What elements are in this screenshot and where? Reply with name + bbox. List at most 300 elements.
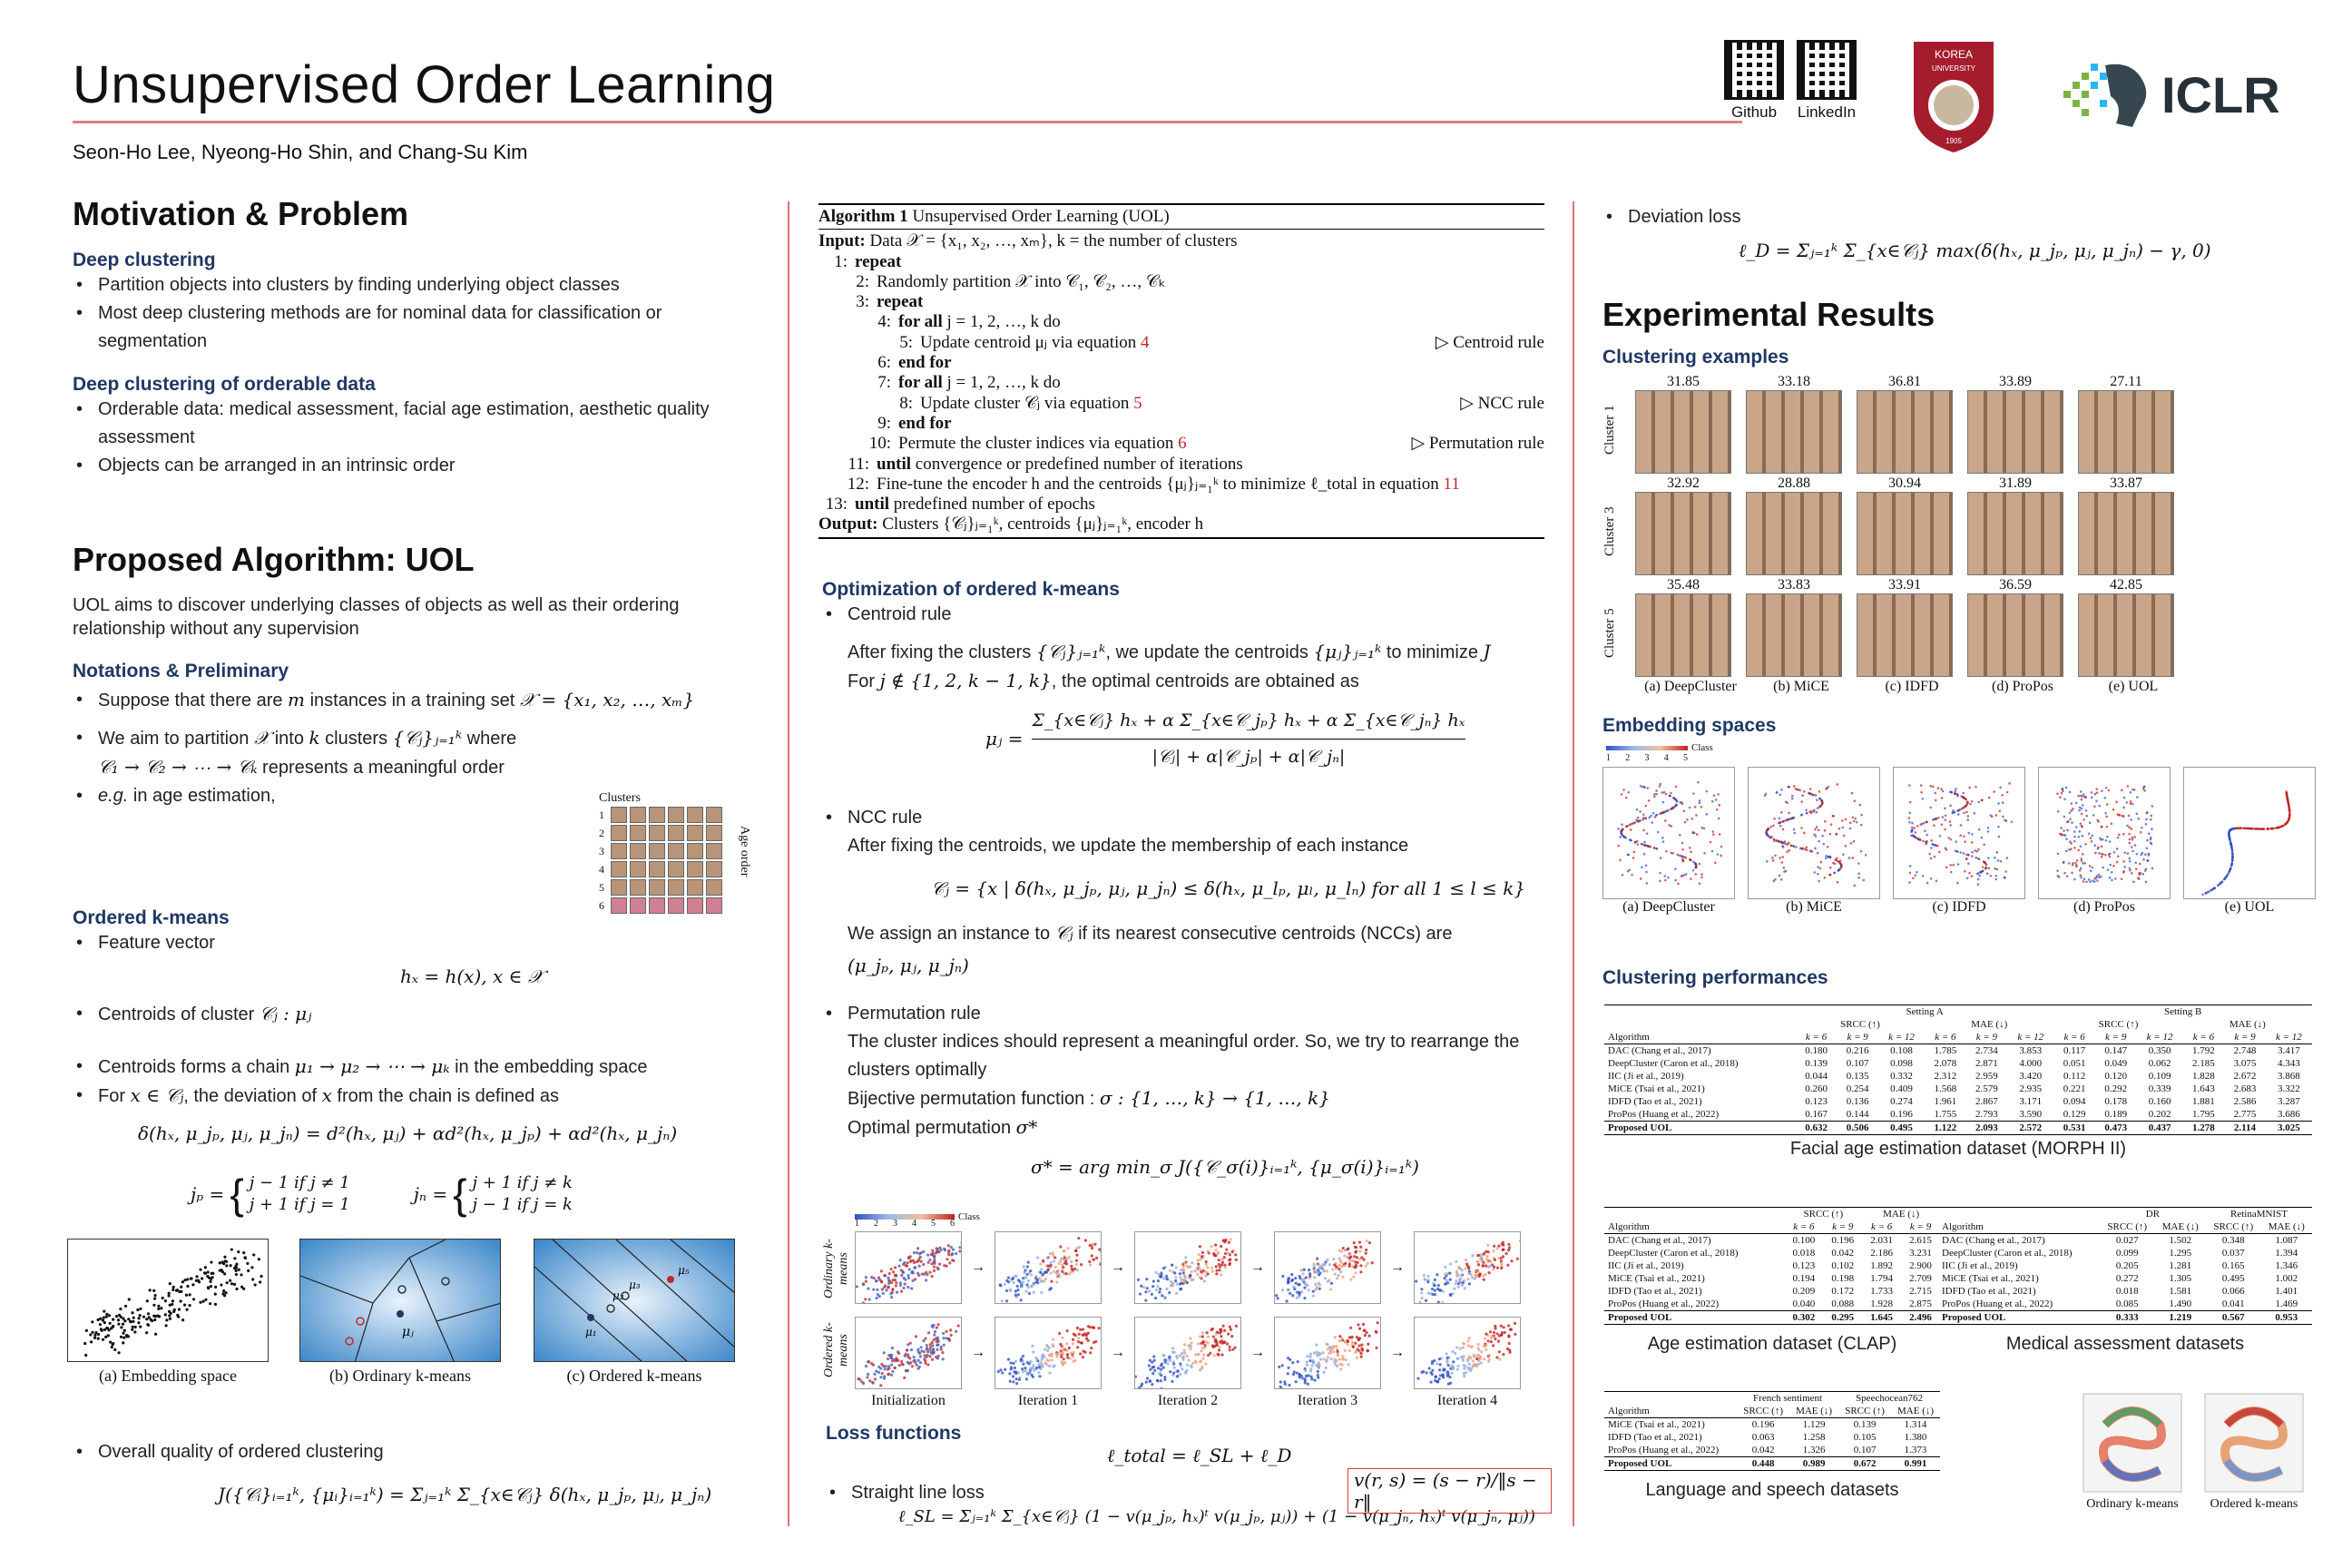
embedding-plot xyxy=(1748,767,1880,899)
iteration-point xyxy=(1312,1295,1315,1298)
iteration-point xyxy=(1510,1259,1513,1262)
iteration-point xyxy=(1308,1359,1311,1362)
embedding-point xyxy=(1908,812,1911,815)
iteration-point xyxy=(1071,1268,1073,1270)
face-thumb xyxy=(668,879,684,896)
embedding-point xyxy=(2117,855,2120,858)
example-row xyxy=(1602,577,2301,677)
embedding-point xyxy=(1929,807,1932,809)
embedding-point xyxy=(2276,827,2278,829)
embedding-point xyxy=(2288,816,2291,818)
example-rows xyxy=(1602,374,2301,677)
iteration-point xyxy=(1215,1269,1218,1272)
embedding-point xyxy=(2091,835,2093,838)
cluster-row-label: Cluster 5 xyxy=(1602,608,1617,659)
iteration-point xyxy=(1160,1379,1162,1382)
embedding-point xyxy=(1849,821,1852,824)
embedding-point xyxy=(2271,828,2274,830)
iteration-point xyxy=(1467,1344,1470,1347)
iteration-point xyxy=(1226,1343,1229,1346)
sample-point xyxy=(260,1275,262,1278)
section-experimental-title: Experimental Results xyxy=(1602,296,1936,333)
sample-point xyxy=(221,1260,224,1263)
embedding-point xyxy=(1812,794,1815,797)
iteration-point xyxy=(1338,1264,1341,1267)
mean-age-value: 31.85 xyxy=(1667,374,1700,389)
notations-heading: Notations & Preliminary xyxy=(73,661,289,681)
sample-point xyxy=(172,1289,174,1291)
embedding-point xyxy=(1786,819,1788,822)
iteration-point xyxy=(1148,1364,1151,1367)
ncc-text: After fixing the centroids, we update the membership of each instance xyxy=(848,836,1409,856)
sample-point xyxy=(153,1318,156,1321)
iteration-point xyxy=(931,1250,934,1252)
iteration-point xyxy=(925,1279,927,1281)
embedding-point xyxy=(2069,818,2072,820)
embedding-point xyxy=(2122,860,2125,863)
iteration-point xyxy=(1456,1368,1459,1371)
embedding-point xyxy=(1950,871,1953,874)
embedding-point xyxy=(2091,867,2093,869)
face-thumb xyxy=(649,861,665,877)
iteration-point xyxy=(1070,1265,1073,1268)
cluster-row-label: Cluster 3 xyxy=(1602,506,1617,557)
table-row-uol: Proposed UOL 0.333 1.219 0.567 0.953 xyxy=(1938,1311,2312,1325)
iteration-point xyxy=(1301,1272,1304,1275)
embedding-point xyxy=(1998,809,2001,812)
iteration-point xyxy=(1215,1249,1218,1251)
arrow-right-icon: → xyxy=(1390,1345,1405,1360)
embedding-point xyxy=(1965,811,1968,814)
iteration-point xyxy=(1146,1377,1149,1379)
embedding-point xyxy=(2080,790,2082,793)
embedding-point xyxy=(1699,863,1701,866)
embedding-point xyxy=(1957,809,1960,812)
embedding-point xyxy=(2134,844,2137,847)
iteration-point xyxy=(1170,1280,1172,1283)
embedding-point xyxy=(1848,857,1851,859)
table-row: IDFD (Tao et al., 2021) 0.123 0.136 0.274 1.961 2.867 3.171 0.094 0.178 0.160 1.881 2.586 3.287 xyxy=(1608,1096,2300,1107)
iteration-point xyxy=(912,1259,915,1262)
embedding-point xyxy=(1767,828,1769,830)
iteration-point xyxy=(908,1268,911,1270)
iteration-point xyxy=(891,1291,894,1294)
mean-age-value: 36.59 xyxy=(1999,577,2032,593)
iteration-point xyxy=(1463,1355,1465,1357)
embedding-point xyxy=(1994,878,1997,881)
sample-point xyxy=(133,1330,136,1333)
embedding-point xyxy=(2126,825,2129,828)
iteration-point xyxy=(1358,1250,1361,1253)
iteration-point xyxy=(1476,1270,1479,1273)
iteration-point xyxy=(1027,1279,1030,1282)
embedding-point xyxy=(1853,885,1856,887)
iteration-point xyxy=(1334,1273,1337,1276)
embedding-point xyxy=(1641,866,1643,868)
iteration-point xyxy=(1358,1328,1361,1330)
iteration-point xyxy=(1475,1363,1477,1366)
bullet: • Partition objects into clusters by finding underlying object classes xyxy=(73,271,762,299)
sample-point xyxy=(164,1324,167,1327)
embedding-point xyxy=(2102,838,2104,841)
embedding-point xyxy=(1703,828,1706,830)
embedding-point xyxy=(1674,879,1677,882)
embedding-point xyxy=(2130,800,2132,803)
embedding-point xyxy=(2008,782,2011,785)
iteration-point xyxy=(1460,1274,1463,1277)
arrow-right-icon: → xyxy=(971,1345,985,1360)
iteration-point xyxy=(1199,1276,1201,1279)
mean-age-value: 42.85 xyxy=(2110,577,2142,593)
iteration-point xyxy=(909,1260,912,1263)
embedding-point xyxy=(1646,882,1649,885)
iteration-point xyxy=(1044,1362,1047,1365)
iteration-point xyxy=(1314,1283,1317,1286)
embedding-point xyxy=(1711,830,1714,833)
embedding-point xyxy=(2131,828,2133,830)
sample-point xyxy=(164,1299,167,1302)
iteration-point xyxy=(1046,1349,1049,1352)
iteration-point xyxy=(1477,1363,1480,1366)
iteration-point xyxy=(1037,1371,1040,1374)
iteration-point xyxy=(1363,1328,1366,1331)
university-logo xyxy=(1910,38,1997,154)
clap-caption: Age estimation dataset (CLAP) xyxy=(1647,1334,1897,1354)
iteration-point xyxy=(1009,1288,1012,1290)
embedding-point xyxy=(1939,835,1942,838)
embedding-point xyxy=(1915,874,1917,877)
iteration-point xyxy=(1466,1278,1469,1280)
embedding-point xyxy=(2092,814,2095,817)
embedding-point xyxy=(1964,870,1966,873)
iteration-point xyxy=(875,1279,877,1282)
iteration-point xyxy=(1221,1258,1224,1260)
iteration-point xyxy=(907,1277,910,1279)
column-divider xyxy=(788,201,789,1526)
bullet: • Suppose that there are m instances in a training set 𝒳 = {x₁, x₂, …, xₘ} xyxy=(73,686,762,715)
embedding-point xyxy=(2231,849,2234,852)
iteration-point xyxy=(894,1266,897,1269)
iteration-point xyxy=(900,1290,903,1293)
iteration-point xyxy=(1163,1358,1166,1361)
embedding-point xyxy=(2129,858,2132,860)
iteration-point xyxy=(1195,1361,1198,1364)
embedding-point xyxy=(2090,837,2092,839)
embedding-point xyxy=(1792,845,1795,848)
iteration-point xyxy=(1200,1359,1202,1362)
face-grid-image xyxy=(1746,492,1842,575)
face-thumb xyxy=(649,843,665,859)
iteration-point xyxy=(1033,1283,1035,1286)
iteration-point xyxy=(1218,1346,1220,1348)
centroid-dot xyxy=(397,1310,404,1318)
iteration-point xyxy=(1340,1250,1343,1252)
iteration-scatter xyxy=(855,1317,962,1389)
iteration-point xyxy=(1053,1270,1055,1273)
iteration-point xyxy=(1087,1332,1090,1335)
embedding-point xyxy=(2079,807,2082,809)
iteration-point xyxy=(1042,1259,1044,1262)
iteration-point xyxy=(1286,1299,1289,1302)
sample-point xyxy=(117,1318,120,1321)
iteration-point xyxy=(1429,1381,1432,1384)
embedding-point xyxy=(1801,794,1804,797)
embedding-point xyxy=(1623,836,1626,838)
embedding-point xyxy=(1827,846,1829,848)
iteration-point xyxy=(1075,1253,1078,1256)
sample-point xyxy=(101,1329,103,1332)
iteration-point xyxy=(1438,1357,1441,1360)
iteration-point xyxy=(1420,1291,1423,1294)
iteration-point xyxy=(1313,1379,1316,1382)
face-thumb xyxy=(706,879,722,896)
iteration-point xyxy=(1349,1278,1352,1280)
embedding-point xyxy=(1773,818,1776,820)
iteration-point xyxy=(1498,1358,1501,1361)
iteration-scatter xyxy=(1274,1317,1381,1389)
iteration-point xyxy=(1022,1280,1024,1283)
iteration-point xyxy=(1494,1325,1496,1328)
embedding-point xyxy=(1769,836,1771,838)
iteration-point xyxy=(1181,1352,1183,1355)
iteration-point xyxy=(1183,1351,1186,1354)
iteration-point xyxy=(1519,1240,1521,1242)
iteration-point xyxy=(1215,1272,1218,1275)
medical-table-block xyxy=(1938,1207,2312,1355)
morph-caption: Facial age estimation dataset (MORPH II) xyxy=(1789,1139,2127,1159)
iteration-point xyxy=(1490,1340,1493,1343)
embedding-point xyxy=(1960,824,1963,827)
iteration-point xyxy=(1022,1370,1024,1373)
iteration-point xyxy=(1496,1332,1499,1335)
iteration-point xyxy=(1189,1274,1191,1277)
iteration-point xyxy=(1036,1279,1039,1281)
algo-title: Unsupervised Order Learning (UOL) xyxy=(907,207,1170,226)
embedding-point xyxy=(1976,850,1979,853)
example-cell xyxy=(1857,577,1953,677)
embedding-point xyxy=(1800,827,1803,829)
iteration-point xyxy=(1457,1286,1460,1289)
table-row-uol: Proposed UOL 0.448 0.989 0.672 0.991 xyxy=(1604,1457,1940,1471)
iteration-point xyxy=(1023,1265,1025,1268)
embedding-point xyxy=(1944,828,1946,831)
iteration-point xyxy=(1500,1267,1503,1269)
iteration-point xyxy=(894,1279,897,1281)
iteration-point xyxy=(1472,1354,1475,1357)
embedding-point xyxy=(2123,797,2126,799)
embedding-point xyxy=(2072,862,2074,865)
embedding-point xyxy=(2262,828,2265,830)
embedding-point xyxy=(1909,801,1912,804)
iteration-point xyxy=(1323,1263,1326,1266)
embedding-point xyxy=(2140,854,2142,857)
embedding-point xyxy=(2071,821,2073,824)
embedding-point xyxy=(1962,792,1965,795)
embedding-point xyxy=(2089,821,2092,824)
mean-age-value: 36.81 xyxy=(1888,374,1921,389)
iteration-point xyxy=(1027,1260,1030,1263)
face-thumb xyxy=(630,843,646,859)
iteration-point xyxy=(1013,1281,1015,1284)
iteration-point xyxy=(892,1270,895,1273)
iteration-point xyxy=(1161,1294,1163,1297)
feature-equation: hₓ = h(x), x ∈ 𝒳 xyxy=(400,965,544,987)
iteration-point xyxy=(943,1337,946,1339)
example-cell xyxy=(1746,374,1842,474)
embedding-point xyxy=(1843,835,1846,838)
embedding-point xyxy=(1653,793,1656,796)
iteration-point xyxy=(1171,1347,1174,1349)
embedding-point xyxy=(1776,791,1779,794)
embedding-point xyxy=(2142,873,2145,876)
arrow-right-icon: → xyxy=(1111,1345,1125,1360)
sample-point xyxy=(173,1308,176,1311)
iteration-point xyxy=(1207,1250,1210,1252)
iteration-point xyxy=(1275,1294,1278,1297)
iteration-point xyxy=(1428,1367,1431,1369)
embedding-point xyxy=(1659,783,1661,786)
embedding-point xyxy=(1667,877,1670,879)
iteration-point xyxy=(1508,1342,1511,1345)
bullet: • Deviation loss xyxy=(1602,203,2319,231)
sample-point xyxy=(102,1319,104,1322)
embedding-point xyxy=(2122,815,2124,818)
iteration-point xyxy=(942,1332,945,1335)
deep-clustering-heading: Deep clustering xyxy=(73,250,216,270)
sample-point xyxy=(122,1332,124,1335)
sample-point xyxy=(178,1308,181,1310)
iteration-point xyxy=(1328,1263,1331,1266)
embedding-point xyxy=(1938,851,1941,854)
embedding-point xyxy=(2069,791,2072,794)
iteration-scatter xyxy=(1414,1317,1521,1389)
iteration-point xyxy=(875,1297,877,1299)
deviation-loss-equation: ℓ_D = Σⱼ₌₁ᵏ Σ_{x∈𝒞ⱼ} max(δ(hₓ, μ_jₚ, μⱼ, μ_jₙ) − γ, 0) xyxy=(1739,240,2211,261)
iteration-point xyxy=(946,1265,948,1268)
iteration-point xyxy=(1185,1264,1188,1267)
iteration-point xyxy=(862,1283,865,1286)
embedding-point xyxy=(2091,797,2093,799)
embedding-point xyxy=(1973,812,1975,815)
iteration-point xyxy=(1181,1367,1183,1370)
embedding-point xyxy=(1652,812,1655,815)
sample-point xyxy=(226,1281,229,1284)
iteration-point xyxy=(1488,1354,1491,1357)
iteration-point xyxy=(900,1360,903,1363)
iteration-point xyxy=(1140,1385,1142,1387)
iteration-point xyxy=(874,1377,877,1380)
embedding-point xyxy=(1811,850,1814,853)
embedding-point xyxy=(1837,881,1839,884)
iteration-point xyxy=(1040,1280,1043,1283)
iteration-point xyxy=(864,1298,867,1300)
sample-point xyxy=(247,1269,250,1272)
face-thumb xyxy=(611,807,627,823)
iteration-point xyxy=(862,1301,865,1304)
example-cell xyxy=(1857,374,1953,474)
embedding-point xyxy=(1928,853,1931,856)
iteration-point xyxy=(938,1247,941,1250)
qr-github-label: Github xyxy=(1730,103,1778,121)
iteration-point xyxy=(1075,1247,1078,1250)
qr-github[interactable] xyxy=(1724,40,1784,122)
embedding-point xyxy=(1920,791,1923,794)
iteration-point xyxy=(1327,1356,1329,1358)
embedding-point xyxy=(2094,844,2097,847)
sample-point xyxy=(250,1266,253,1269)
embedding-point xyxy=(2121,789,2123,792)
title-rule xyxy=(73,121,1742,123)
iteration-point xyxy=(1416,1377,1419,1380)
embedding-point xyxy=(2145,867,2148,870)
iteration-point xyxy=(1317,1366,1319,1368)
embedding-point xyxy=(2135,867,2138,870)
sample-point xyxy=(204,1266,207,1269)
embedding-point xyxy=(2138,877,2141,880)
sample-point xyxy=(119,1308,122,1310)
iteration-point xyxy=(1295,1282,1298,1285)
embedding-point xyxy=(1718,818,1720,820)
sample-point xyxy=(120,1336,122,1338)
embedding-point xyxy=(1663,875,1666,877)
embedding-point xyxy=(2079,822,2082,825)
embedding-point xyxy=(1712,833,1715,836)
iteration-point xyxy=(1292,1286,1295,1289)
sample-point xyxy=(223,1294,226,1297)
embedding-point xyxy=(1997,802,2000,805)
iteration-point xyxy=(906,1369,909,1372)
iteration-point xyxy=(1356,1357,1358,1359)
iteration-point xyxy=(1036,1256,1039,1259)
embedding-point xyxy=(2063,834,2065,837)
embedding-point xyxy=(1966,818,1969,821)
embedding-point xyxy=(2095,788,2098,790)
sample-point xyxy=(112,1342,114,1345)
embedding-point xyxy=(2067,820,2070,823)
iteration-point xyxy=(1448,1376,1451,1378)
iteration-point xyxy=(1197,1342,1200,1345)
embedding-point xyxy=(1783,867,1786,869)
iteration-point xyxy=(926,1347,928,1349)
centroid-rule-text: For j ∉ {1, 2, k − 1, k}, the optimal centroids are obtained as xyxy=(848,670,1359,691)
iteration-point xyxy=(1144,1290,1147,1293)
sample-point xyxy=(181,1318,184,1321)
sample-point xyxy=(153,1298,156,1300)
table-header-row: Algorithm k = 6 k = 9 k = 12 k = 6 k = 9 k = 12 k = 6 k = 9 k = 12 k = 6 k = 9 k = 12 xyxy=(1604,1031,2312,1044)
qr-code-icon xyxy=(1797,40,1857,100)
embedding-point xyxy=(1663,791,1666,794)
embedding-point xyxy=(1830,823,1833,826)
face-grid-image xyxy=(1746,593,1842,677)
face-thumb xyxy=(706,843,722,859)
iteration-point xyxy=(1073,1268,1076,1270)
embedding-point xyxy=(1617,845,1620,848)
iteration-point xyxy=(1354,1246,1357,1249)
table-row: MiCE (Tsai et al., 2021) 0.194 0.198 1.794 2.709 xyxy=(1608,1273,1932,1284)
embedding-point xyxy=(1671,825,1673,828)
iteration-point xyxy=(1206,1331,1209,1334)
iteration-point xyxy=(1308,1269,1310,1271)
embedding-point xyxy=(1684,821,1687,824)
iteration-point xyxy=(1173,1271,1176,1274)
embedding-point xyxy=(2133,789,2136,791)
iteration-point xyxy=(884,1284,887,1287)
bullet: • Most deep clustering methods are for nominal data for classification or segmentation xyxy=(73,299,762,356)
qr-linkedin[interactable] xyxy=(1797,40,1857,122)
iteration-point xyxy=(1287,1280,1289,1283)
iteration-point xyxy=(1001,1299,1004,1302)
embedding-point xyxy=(2073,830,2076,833)
